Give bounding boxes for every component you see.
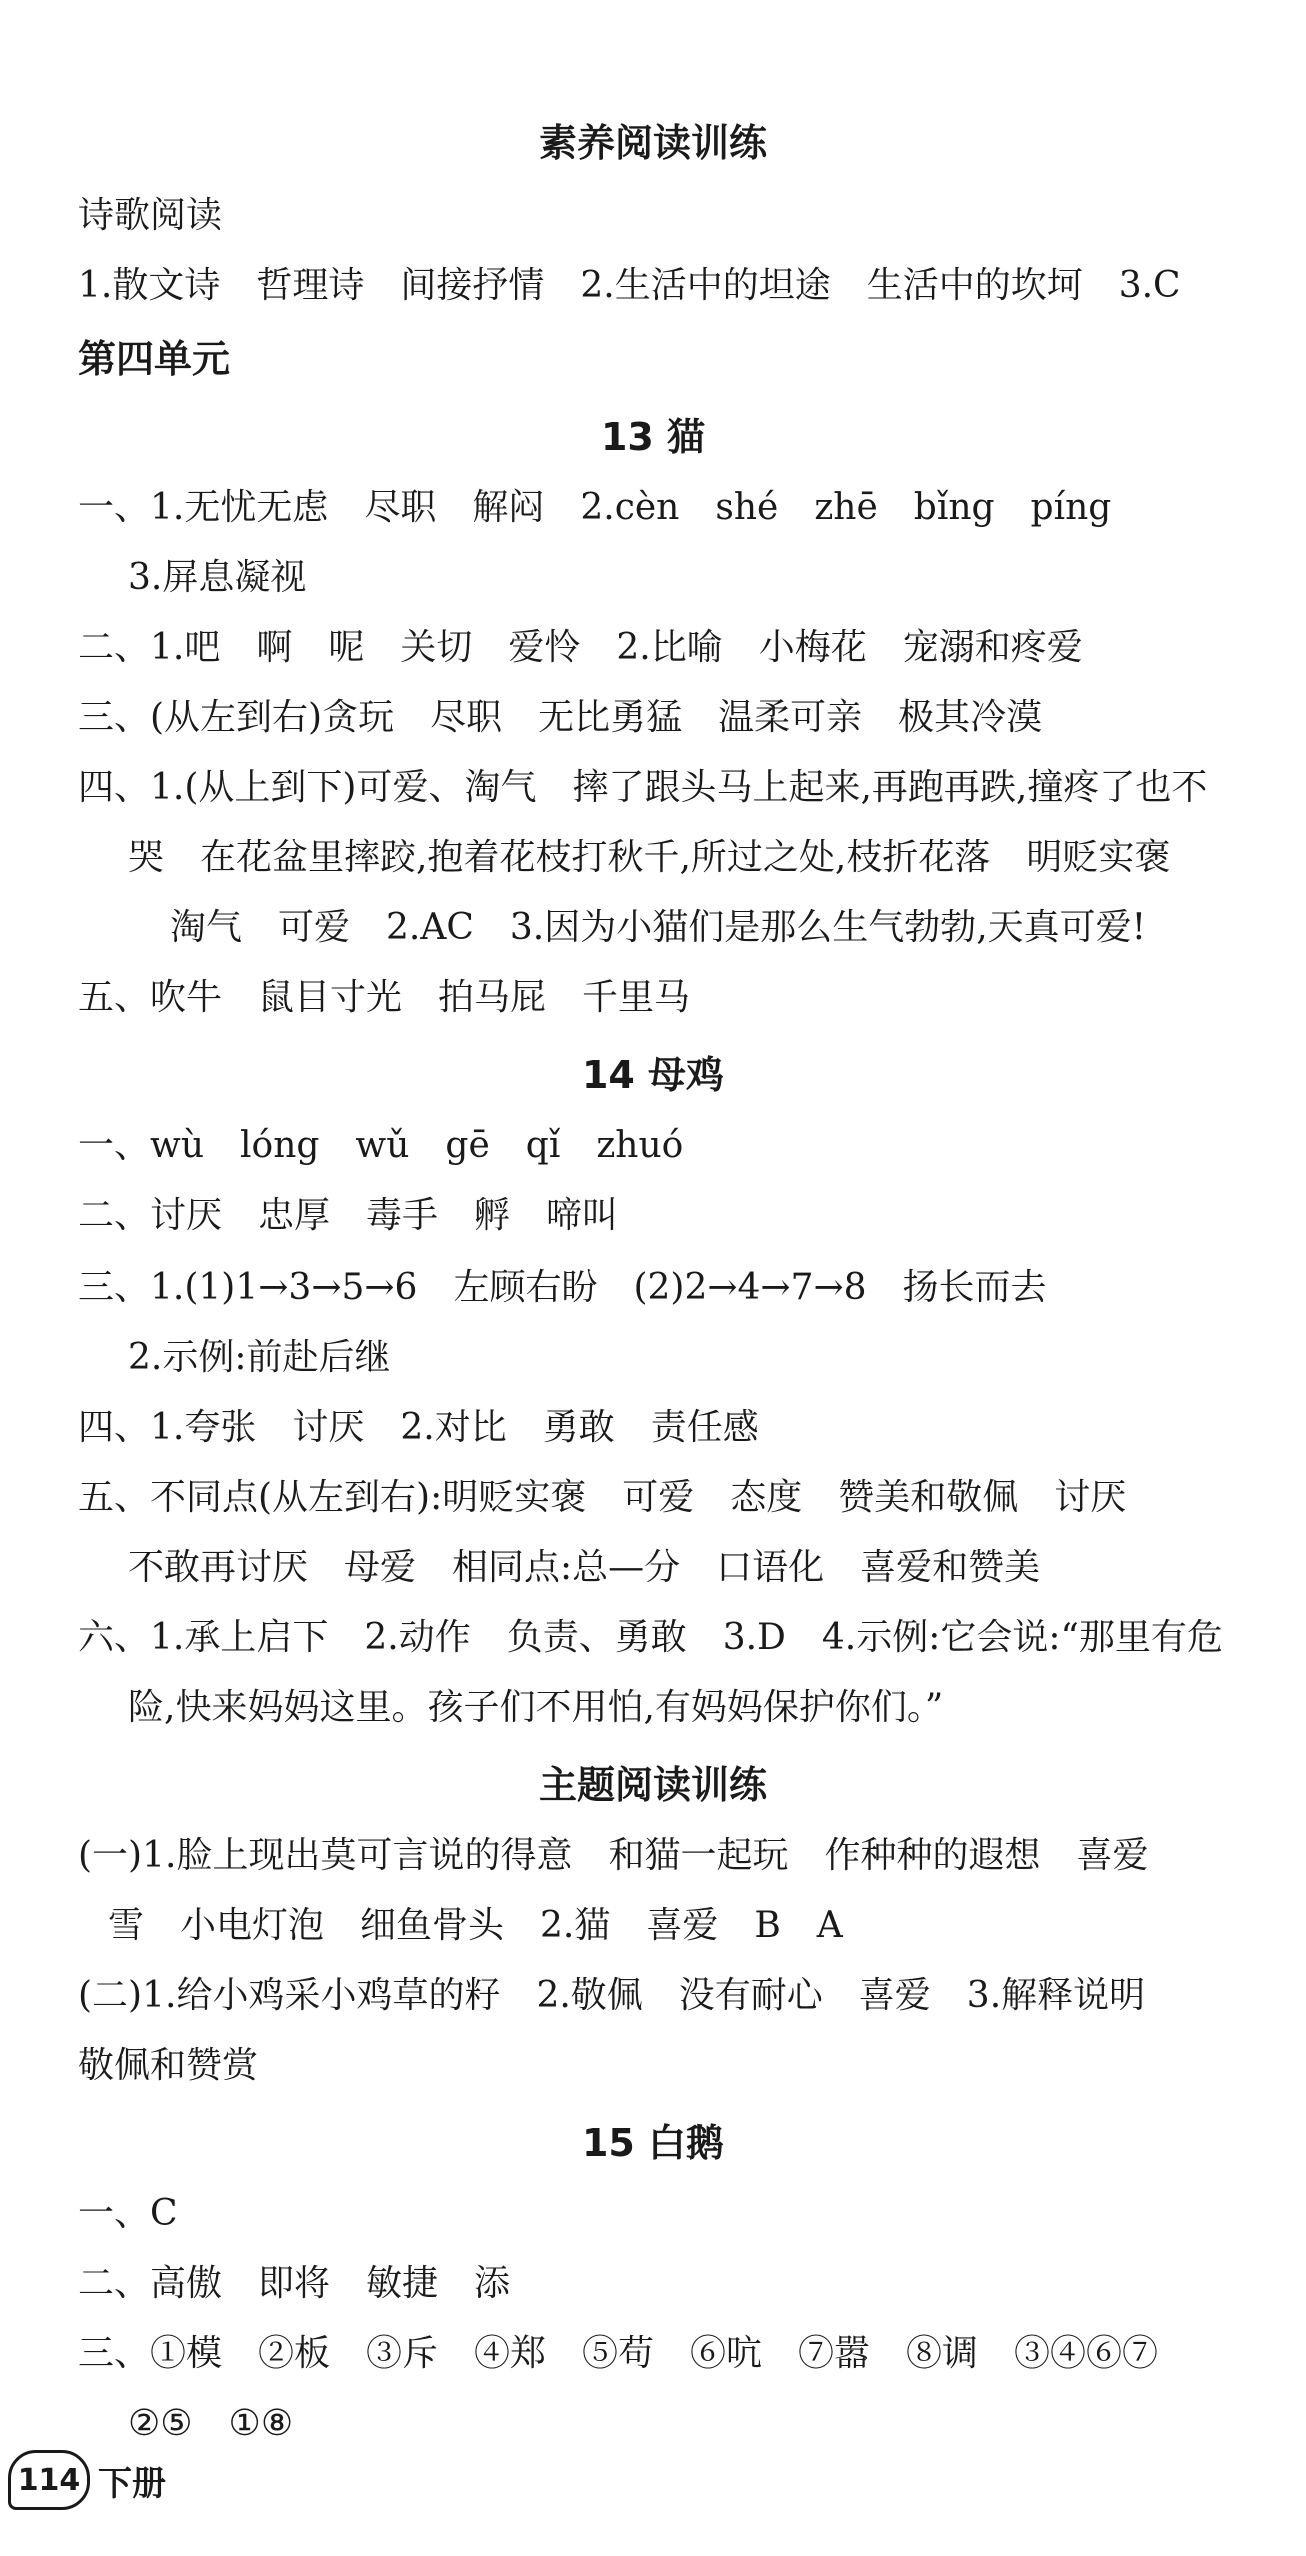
heading-theme-reading: 主题阅读训练 (538, 1763, 767, 1807)
heading-literacy-reading: 素养阅读训练 (538, 121, 767, 165)
text-line: 三、①模 ②板 ③斥 ④郑 ⑤苟 ⑥吭 ⑦嚣 ⑧调 ③④⑥⑦ (78, 2333, 1159, 2374)
text-line: (一)1.脸上现出莫可言说的得意 和猫一起玩 作种种的遐想 喜爱 (78, 1835, 1149, 1876)
page-number: 114 (8, 2450, 90, 2510)
text-line: 险,快来妈妈这里。孩子们不用怕,有妈妈保护你们。” (128, 1687, 944, 1728)
text-line: 三、(从左到右)贪玩 尽职 无比勇猛 温柔可亲 极其冷漠 (78, 697, 1043, 738)
text-line: 淘气 可爱 2.AC 3.因为小猫们是那么生气勃勃,天真可爱! (170, 907, 1147, 948)
text-line: 四、1.夸张 讨厌 2.对比 勇敢 责任感 (78, 1407, 759, 1448)
text-line: 不敢再讨厌 母爱 相同点:总—分 口语化 喜爱和赞美 (128, 1547, 1041, 1588)
text-line: 一、wù lóng wǔ gē qǐ zhuó (78, 1125, 684, 1166)
lesson-title-13: 13 猫 (600, 415, 706, 459)
text-line: ②⑤ ①⑧ (128, 2403, 294, 2444)
lesson-title-14: 14 母鸡 (581, 1053, 725, 1097)
text-line: 六、1.承上启下 2.动作 负责、勇敢 3.D 4.示例:它会说:“那里有危 (78, 1617, 1223, 1658)
text-line: 一、1.无忧无虑 尽职 解闷 2.cèn shé zhē bǐng píng (78, 487, 1112, 528)
text-line: 五、吹牛 鼠目寸光 拍马屁 千里马 (78, 977, 691, 1018)
text-line: 诗歌阅读 (78, 195, 223, 236)
text-line: 二、1.吧 啊 呢 关切 爱怜 2.比喻 小梅花 宠溺和疼爱 (78, 627, 1083, 668)
text-line: 一、C (78, 2193, 178, 2234)
text-line: 敬佩和赞赏 (78, 2045, 259, 2086)
text-line: (二)1.给小鸡采小鸡草的籽 2.敬佩 没有耐心 喜爱 3.解释说明 (78, 1975, 1146, 2016)
text-line: 雪 小电灯泡 细鱼骨头 2.猫 喜爱 B A (108, 1905, 843, 1946)
page-footer (8, 2448, 166, 2512)
text-line: 二、讨厌 忠厚 毒手 孵 啼叫 (78, 1195, 619, 1236)
text-line: 二、高傲 即将 敏捷 添 (78, 2263, 511, 2304)
text-line: 五、不同点(从左到右):明贬实褒 可爱 态度 赞美和敬佩 讨厌 (78, 1477, 1127, 1518)
text-line: 3.屏息凝视 (128, 557, 307, 598)
text-line: 四、1.(从上到下)可爱、淘气 摔了跟头马上起来,再跑再跌,撞疼了也不 (78, 767, 1208, 808)
text-line: 2.示例:前赴后继 (128, 1337, 391, 1378)
text-line: 哭 在花盆里摔跤,抱着花枝打秋千,所过之处,枝折花落 明贬实褒 (128, 837, 1171, 878)
unit-heading: 第四单元 (78, 337, 231, 381)
lesson-title-15: 15 白鹅 (581, 2121, 725, 2165)
volume-label: 下册 (98, 2463, 166, 2504)
text-line: 1.散文诗 哲理诗 间接抒情 2.生活中的坦途 生活中的坎坷 3.C (78, 265, 1181, 306)
text-line: 三、1.(1)1→3→5→6 左顾右盼 (2)2→4→7→8 扬长而去 (78, 1267, 1047, 1308)
